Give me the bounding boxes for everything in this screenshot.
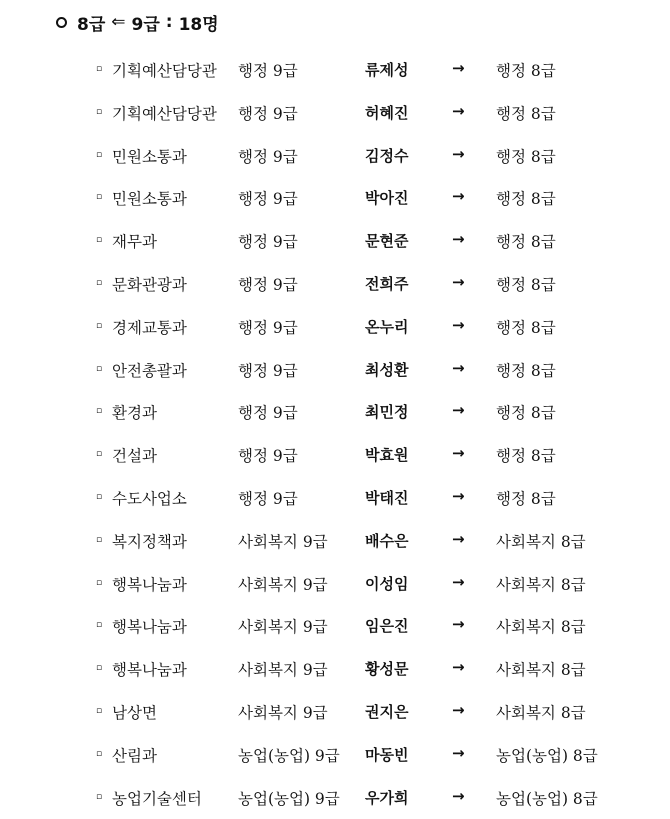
current-grade: 행정 9급 [238,104,298,123]
section-heading [56,9,219,35]
current-grade: 행정 9급 [238,404,298,423]
current-grade: 행정 9급 [238,190,298,209]
heading-count: 18명 [178,14,219,35]
new-grade: 농업(농업) 8급 [496,789,598,808]
right-arrow-icon: → [452,743,465,762]
bullet-icon: ▫ [96,663,103,674]
department-name: 행복나눔과 [112,618,187,637]
bullet-icon: ▫ [96,705,103,716]
bullet-icon: ▫ [96,491,103,502]
heading-separator: : [165,12,173,32]
department-name: 민원소통과 [112,147,187,166]
right-arrow-icon: → [452,615,465,634]
current-grade: 사회복지 9급 [238,703,328,722]
right-arrow-icon: → [452,144,465,163]
employee-name: 허혜진 [365,103,409,122]
list-item [0,263,670,306]
list-item [0,135,670,178]
list-item [0,648,670,691]
department-name: 기획예산담당관 [112,104,217,123]
bullet-icon: ▫ [96,277,103,288]
employee-name: 김정수 [365,146,409,165]
bullet-icon: ▫ [96,149,103,160]
new-grade: 농업(농업) 8급 [496,746,598,765]
right-arrow-icon: → [452,401,465,420]
list-item [0,734,670,777]
right-arrow-icon: → [452,315,465,334]
employee-name: 권지은 [365,702,409,721]
list-item [0,49,670,92]
bullet-icon: ▫ [96,192,103,203]
current-grade: 사회복지 9급 [238,618,328,637]
new-grade: 행정 8급 [496,404,556,423]
heading-to-grade: 8급 [77,14,106,35]
current-grade: 사회복지 9급 [238,532,328,551]
department-name: 수도사업소 [112,489,187,508]
employee-name: 우가희 [365,788,409,807]
employee-name: 마동빈 [365,745,409,764]
employee-name: 배수은 [365,531,409,550]
employee-name: 최성환 [365,360,409,379]
department-name: 건설과 [112,447,157,466]
current-grade: 사회복지 9급 [238,575,328,594]
new-grade: 행정 8급 [496,489,556,508]
current-grade: 행정 9급 [238,275,298,294]
right-arrow-icon: → [452,658,465,677]
right-arrow-icon: → [452,59,465,77]
employee-name: 류제성 [365,61,409,79]
circle-bullet-icon [56,17,67,28]
department-name: 농업기술센터 [112,789,202,808]
employee-name: 임은진 [365,617,409,636]
employee-name: 이성임 [365,574,409,593]
new-grade: 행정 8급 [496,275,556,294]
department-name: 복지정책과 [112,532,187,551]
new-grade: 행정 8급 [496,233,556,252]
new-grade: 행정 8급 [496,447,556,466]
right-arrow-icon: → [452,272,465,291]
double-left-arrow-icon: ⇐ [111,12,126,32]
employee-name: 박태진 [365,488,409,507]
employee-name: 문현준 [365,232,409,251]
heading-from-grade: 9급 [131,14,160,35]
list-item [0,477,670,520]
right-arrow-icon: → [452,486,465,505]
new-grade: 행정 8급 [496,361,556,380]
bullet-icon: ▫ [96,449,103,460]
current-grade: 행정 9급 [238,447,298,466]
department-name: 안전총괄과 [112,361,187,380]
list-item [0,177,670,220]
department-name: 문화관광과 [112,275,187,294]
current-grade: 행정 9급 [238,489,298,508]
bullet-icon: ▫ [96,64,103,74]
employee-name: 황성문 [365,660,409,679]
bullet-icon: ▫ [96,320,103,331]
list-item [0,306,670,349]
new-grade: 행정 8급 [496,104,556,123]
promotion-list [0,49,670,819]
bullet-icon: ▫ [96,620,103,631]
department-name: 남상면 [112,703,157,722]
current-grade: 사회복지 9급 [238,661,328,680]
employee-name: 전희주 [365,274,409,293]
department-name: 행복나눔과 [112,575,187,594]
bullet-icon: ▫ [96,748,103,759]
bullet-icon: ▫ [96,406,103,417]
right-arrow-icon: → [452,358,465,377]
new-grade: 사회복지 8급 [496,661,586,680]
bullet-icon: ▫ [96,363,103,374]
bullet-icon: ▫ [96,577,103,588]
new-grade: 행정 8급 [496,318,556,337]
bullet-icon: ▫ [96,106,103,117]
department-name: 재무과 [112,233,157,252]
new-grade: 사회복지 8급 [496,575,586,594]
department-name: 산림과 [112,746,157,765]
list-item [0,220,670,263]
right-arrow-icon: → [452,786,465,805]
employee-name: 최민정 [365,403,409,422]
right-arrow-icon: → [452,444,465,463]
current-grade: 농업(농업) 9급 [238,746,340,765]
right-arrow-icon: → [452,230,465,249]
employee-name: 온누리 [365,317,409,336]
list-item [0,92,670,135]
list-item [0,520,670,563]
department-name: 행복나눔과 [112,661,187,680]
current-grade: 행정 9급 [238,233,298,252]
current-grade: 행정 9급 [238,361,298,380]
list-item [0,605,670,648]
department-name: 경제교통과 [112,318,187,337]
department-name: 민원소통과 [112,190,187,209]
new-grade: 사회복지 8급 [496,703,586,722]
right-arrow-icon: → [452,187,465,206]
new-grade: 사회복지 8급 [496,618,586,637]
employee-name: 박아진 [365,189,409,208]
list-item [0,691,670,734]
new-grade: 행정 8급 [496,62,556,80]
new-grade: 사회복지 8급 [496,532,586,551]
current-grade: 행정 9급 [238,62,298,80]
right-arrow-icon: → [452,101,465,120]
bullet-icon: ▫ [96,534,103,545]
department-name: 환경과 [112,404,157,423]
list-item [0,434,670,477]
employee-name: 박효원 [365,446,409,465]
bullet-icon: ▫ [96,791,103,802]
list-item [0,391,670,434]
bullet-icon: ▫ [96,235,103,246]
right-arrow-icon: → [452,700,465,719]
right-arrow-icon: → [452,572,465,591]
list-item [0,563,670,606]
current-grade: 농업(농업) 9급 [238,789,340,808]
list-item [0,349,670,392]
current-grade: 행정 9급 [238,147,298,166]
department-name: 기획예산담당관 [112,62,217,80]
new-grade: 행정 8급 [496,147,556,166]
new-grade: 행정 8급 [496,190,556,209]
right-arrow-icon: → [452,529,465,548]
current-grade: 행정 9급 [238,318,298,337]
